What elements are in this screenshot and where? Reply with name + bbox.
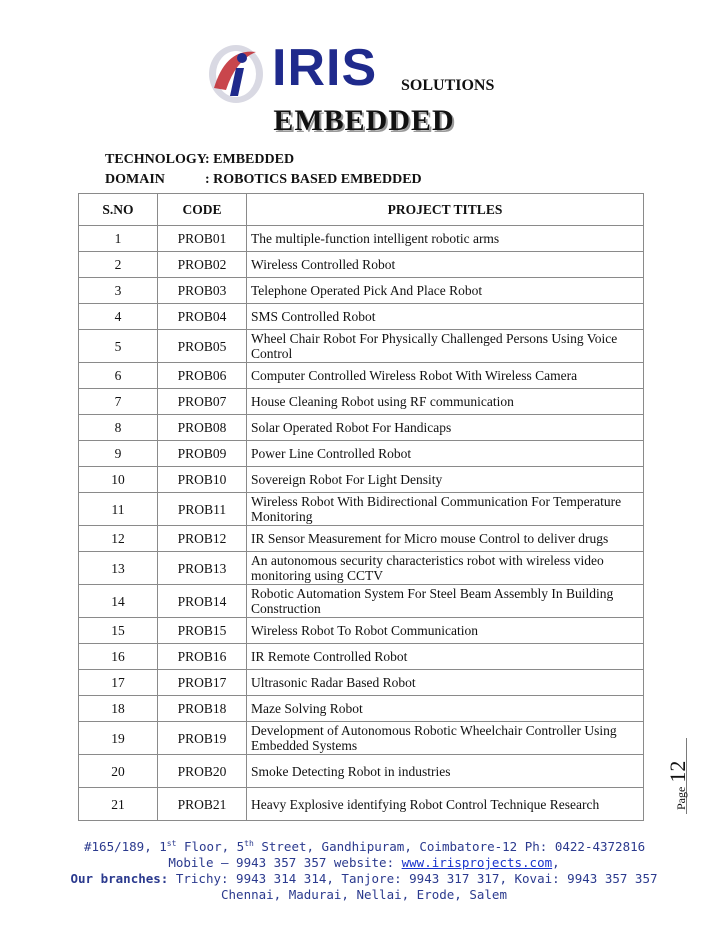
table-row <box>79 696 644 722</box>
cell-code: PROB11 <box>158 493 247 526</box>
cell-sno: 7 <box>79 389 158 415</box>
cell-sno: 4 <box>79 304 158 330</box>
table-row <box>79 441 644 467</box>
cell-code: PROB13 <box>158 552 247 585</box>
cell-code: PROB15 <box>158 618 247 644</box>
table-row <box>79 788 644 821</box>
cell-code: PROB03 <box>158 278 247 304</box>
footer-address <box>0 836 728 855</box>
contact-suffix: , <box>552 855 560 871</box>
table-row <box>79 363 644 389</box>
footer-cities: Chennai, Madurai, Nellai, Erode, Salem <box>221 887 507 903</box>
domain-line <box>105 172 422 188</box>
cell-code: PROB19 <box>158 722 247 755</box>
table-row <box>79 330 644 363</box>
cell-sno: 3 <box>79 278 158 304</box>
cell-title: Solar Operated Robot For Handicaps <box>247 415 644 441</box>
cell-title: Ultrasonic Radar Based Robot <box>247 670 644 696</box>
branches-label: Our branches: <box>70 871 169 887</box>
contact-prefix: Mobile – 9943 357 357 website: <box>168 855 402 871</box>
address-part: Street, Gandhipuram, Coimbatore-12 Ph: 0422-4372816 <box>253 839 646 855</box>
cell-title: IR Sensor Measurement for Micro mouse Control to deliver drugs <box>247 526 644 552</box>
cell-title: Development of Autonomous Robotic Wheelchair Controller Using Embedded Systems <box>247 722 644 755</box>
address-part: Floor, 5 <box>176 839 245 855</box>
table-row <box>79 389 644 415</box>
cell-code: PROB14 <box>158 585 247 618</box>
address-sup: st <box>166 839 177 848</box>
cell-title: Wireless Robot To Robot Communication <box>247 618 644 644</box>
table-row <box>79 585 644 618</box>
table-row <box>79 526 644 552</box>
cell-sno: 15 <box>79 618 158 644</box>
cell-title: SMS Controlled Robot <box>247 304 644 330</box>
table-header-row <box>79 194 644 226</box>
cell-sno: 2 <box>79 252 158 278</box>
page-word: Page <box>674 786 688 810</box>
table-row <box>79 618 644 644</box>
cell-code: PROB05 <box>158 330 247 363</box>
cell-sno: 20 <box>79 755 158 788</box>
company-logo <box>206 40 526 110</box>
page-number: 12 <box>665 760 690 783</box>
cell-code: PROB07 <box>158 389 247 415</box>
cell-title: Wheel Chair Robot For Physically Challenged Persons Using Voice Control <box>247 330 644 363</box>
cell-sno: 17 <box>79 670 158 696</box>
logo-suffix: SOLUTIONS <box>401 77 495 94</box>
address-part: #165/189, 1 <box>84 839 167 855</box>
table-row <box>79 415 644 441</box>
cell-code: PROB06 <box>158 363 247 389</box>
cell-sno: 21 <box>79 788 158 821</box>
footer-branches <box>0 871 728 887</box>
cell-title: Wireless Robot With Bidirectional Communication For Temperature Monitoring <box>247 493 644 526</box>
cell-title: Computer Controlled Wireless Robot With Wireless Camera <box>247 363 644 389</box>
website-link[interactable]: www.irisprojects.com <box>401 855 553 871</box>
cell-title: Telephone Operated Pick And Place Robot <box>247 278 644 304</box>
cell-sno: 8 <box>79 415 158 441</box>
cell-title: Wireless Controlled Robot <box>247 252 644 278</box>
page-number-label <box>665 740 695 810</box>
cell-sno: 1 <box>79 226 158 252</box>
cell-title: Smoke Detecting Robot in industries <box>247 755 644 788</box>
cell-sno: 10 <box>79 467 158 493</box>
cell-code: PROB01 <box>158 226 247 252</box>
footer-contact <box>0 855 728 871</box>
cell-sno: 12 <box>79 526 158 552</box>
cell-sno: 18 <box>79 696 158 722</box>
cell-code: PROB21 <box>158 788 247 821</box>
table-row <box>79 252 644 278</box>
table-row <box>79 670 644 696</box>
cell-title: Power Line Controlled Robot <box>247 441 644 467</box>
cell-sno: 11 <box>79 493 158 526</box>
cell-sno: 6 <box>79 363 158 389</box>
iris-logo-icon <box>206 40 268 106</box>
address-sup: th <box>244 839 254 848</box>
page-title: EMBEDDED <box>273 104 455 137</box>
domain-label: DOMAIN <box>105 172 165 187</box>
cell-title: An autonomous security characteristics robot with wireless video monitoring using CCTV <box>247 552 644 585</box>
table-row <box>79 226 644 252</box>
project-table <box>78 193 644 821</box>
cell-title: The multiple-function intelligent robotic arms <box>247 226 644 252</box>
cell-code: PROB18 <box>158 696 247 722</box>
header-project-titles: PROJECT TITLES <box>247 194 644 226</box>
table-row <box>79 755 644 788</box>
table-row <box>79 304 644 330</box>
cell-code: PROB10 <box>158 467 247 493</box>
cell-title: Robotic Automation System For Steel Beam Assembly In Building Construction <box>247 585 644 618</box>
cell-code: PROB04 <box>158 304 247 330</box>
cell-title: House Cleaning Robot using RF communication <box>247 389 644 415</box>
table-row <box>79 722 644 755</box>
technology-label: TECHNOLOGY <box>105 152 207 167</box>
cell-code: PROB16 <box>158 644 247 670</box>
cell-title: Sovereign Robot For Light Density <box>247 467 644 493</box>
cell-code: PROB08 <box>158 415 247 441</box>
branches-text: Trichy: 9943 314 314, Tanjore: 9943 317 317, Kovai: 9943 357 357 <box>168 871 658 887</box>
cell-title: IR Remote Controlled Robot <box>247 644 644 670</box>
table-row <box>79 467 644 493</box>
cell-sno: 16 <box>79 644 158 670</box>
footer <box>0 836 728 903</box>
domain-value: : ROBOTICS BASED EMBEDDED <box>205 172 422 187</box>
cell-code: PROB12 <box>158 526 247 552</box>
header-code: CODE <box>158 194 247 226</box>
cell-code: PROB02 <box>158 252 247 278</box>
technology-line <box>105 152 294 168</box>
table-row <box>79 644 644 670</box>
cell-sno: 14 <box>79 585 158 618</box>
cell-title: Maze Solving Robot <box>247 696 644 722</box>
logo-text: IRIS <box>272 39 378 97</box>
technology-value: : EMBEDDED <box>205 152 295 167</box>
cell-code: PROB09 <box>158 441 247 467</box>
cell-code: PROB17 <box>158 670 247 696</box>
cell-sno: 5 <box>79 330 158 363</box>
table-row <box>79 552 644 585</box>
header-sno: S.NO <box>79 194 158 226</box>
cell-sno: 9 <box>79 441 158 467</box>
cell-code: PROB20 <box>158 755 247 788</box>
cell-sno: 19 <box>79 722 158 755</box>
cell-title: Heavy Explosive identifying Robot Control Technique Research <box>247 788 644 821</box>
cell-sno: 13 <box>79 552 158 585</box>
table-row <box>79 493 644 526</box>
table-row <box>79 278 644 304</box>
